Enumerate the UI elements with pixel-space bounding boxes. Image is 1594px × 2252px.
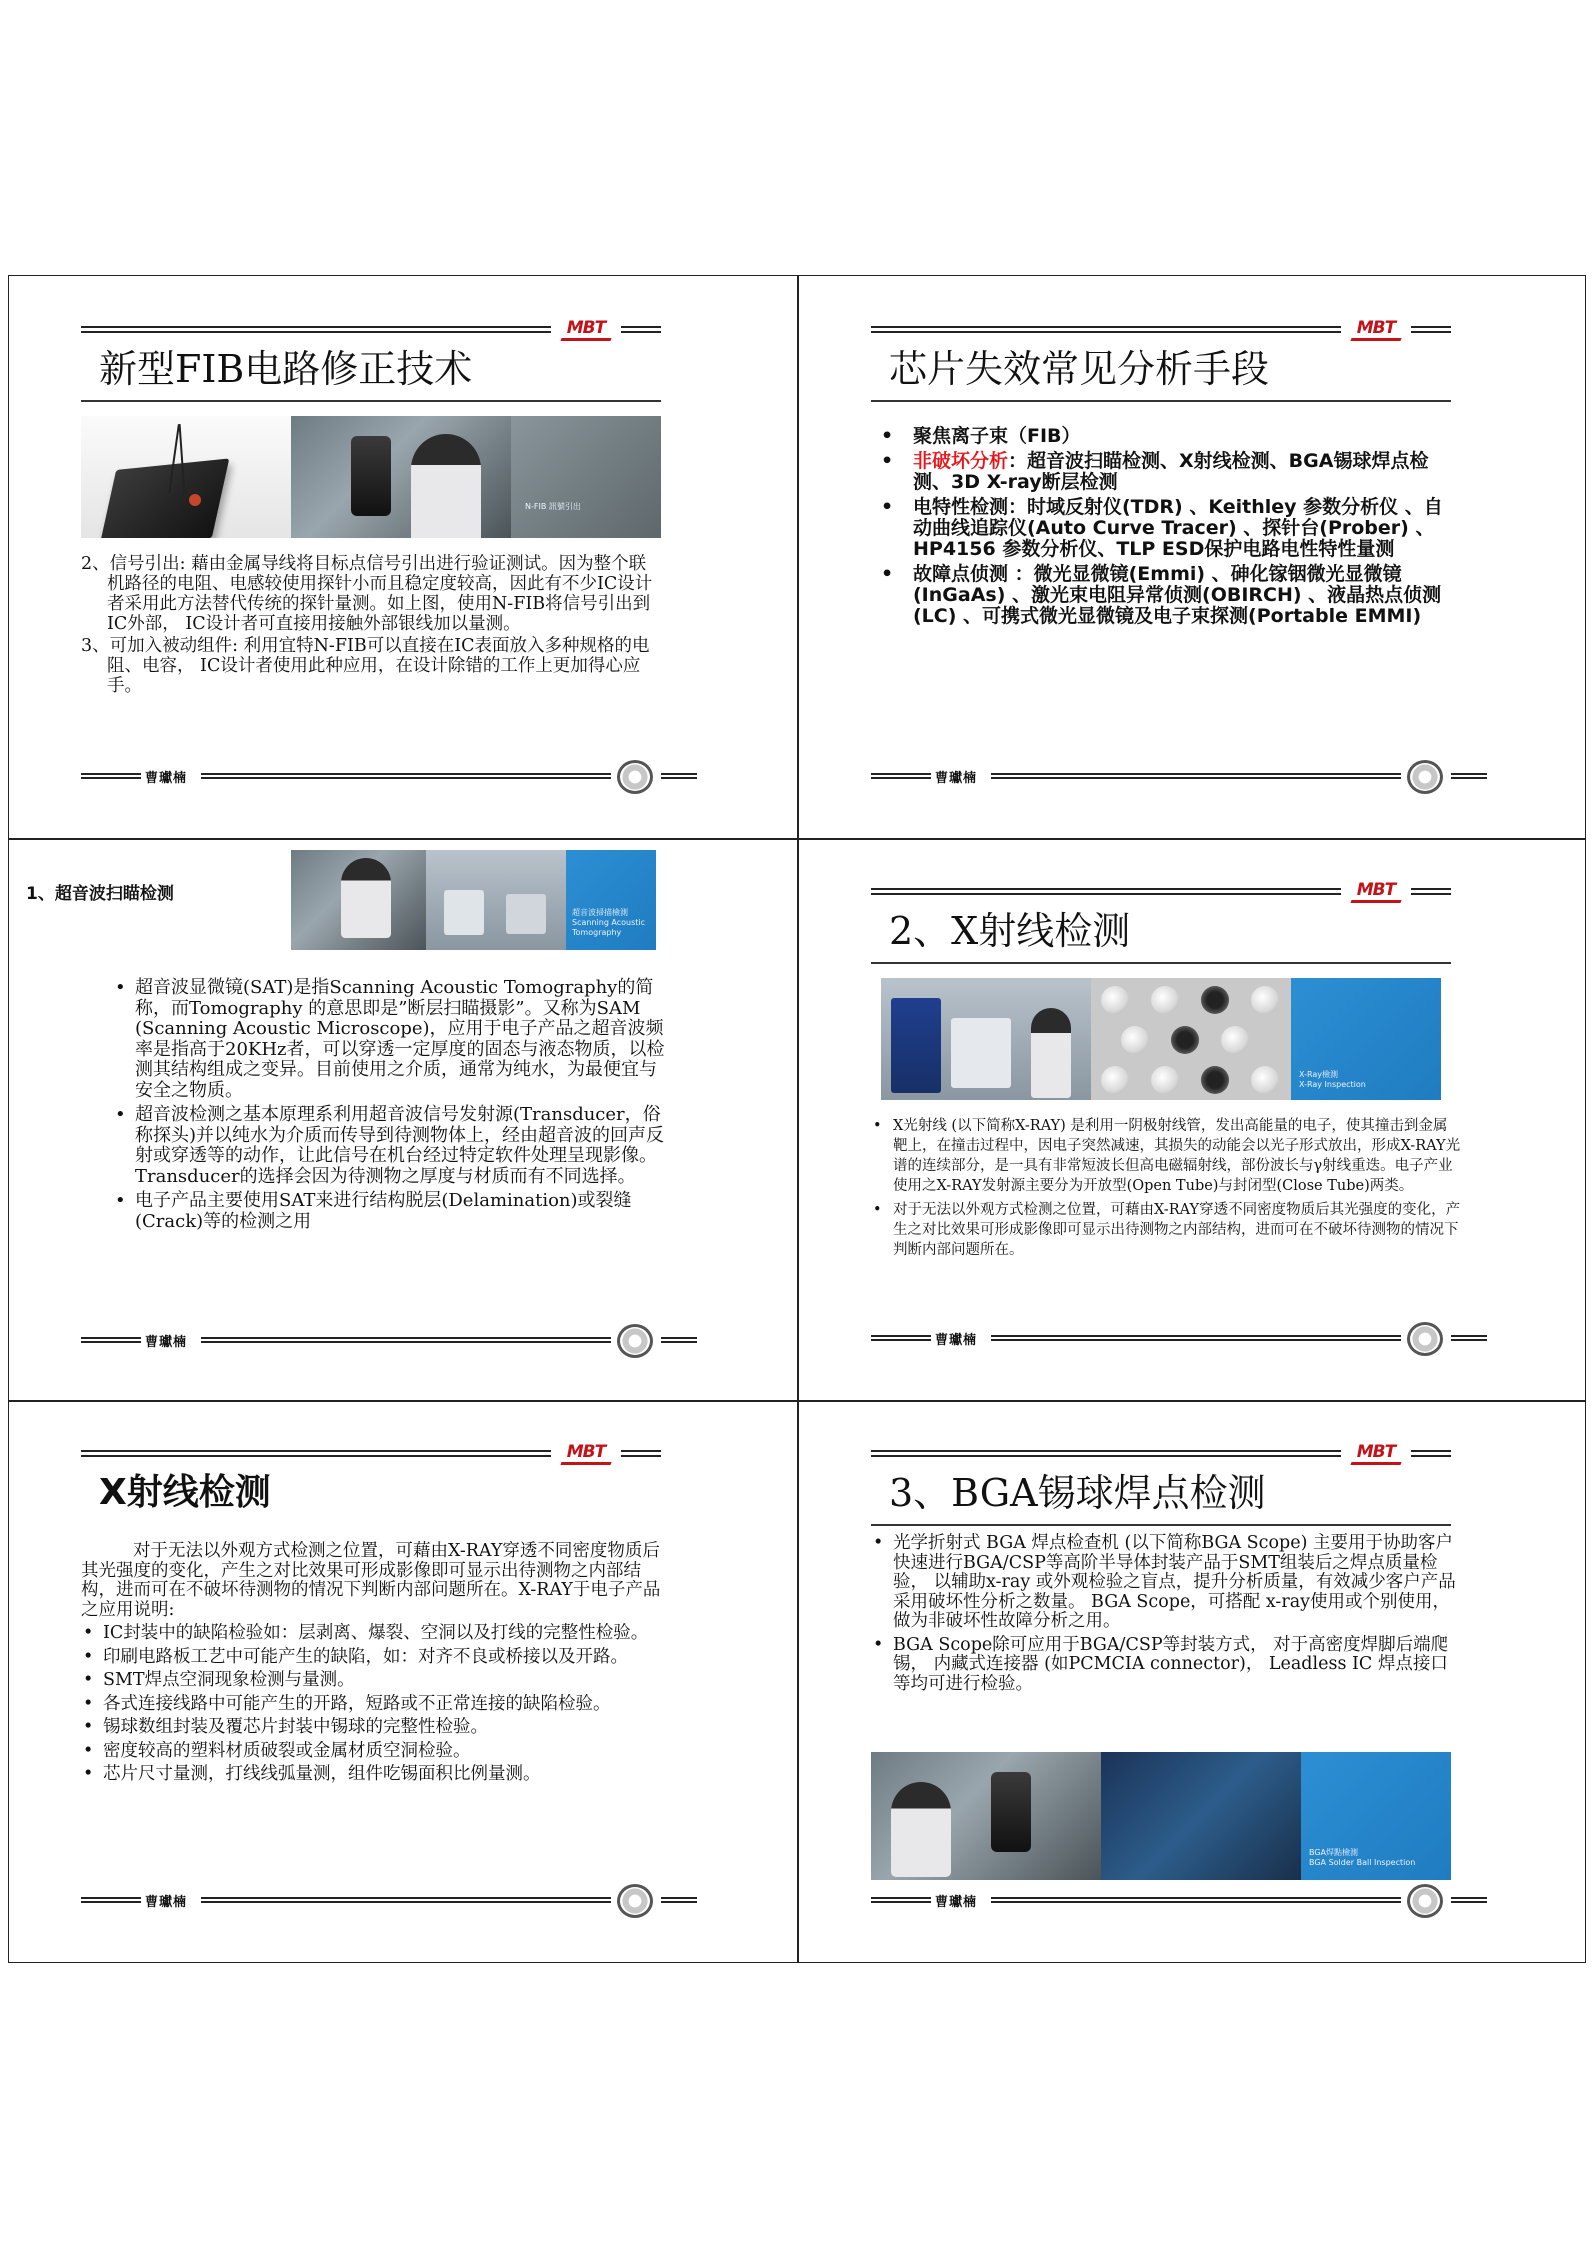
list-item: • 锡球数组封装及覆芯片封装中锡球的完整性检验。 bbox=[81, 1718, 661, 1738]
paragraph: 3、可加入被动组件: 利用宜特N-FIB可以直接在IC表面放入多种规格的电阻、电容， IC设计者使用此种应用，在设计除错的工作上更加得心应手。 bbox=[81, 636, 650, 696]
list-item: • 电特性检测：时域反射仪(TDR) 、Keithley 参数分析仪 、自动曲线追踪仪(Auto Curve Tracer) 、探针台(Prober) 、HP4156 参数分析仪、TLP ESD保护电路电性特性量测 bbox=[879, 497, 1456, 560]
list-item: • 对于无法以外观方式检测之位置，可藉由X-RAY穿透不同密度物质后其光强度的变化，产生之对比效果可形成影像即可显示出待测物之内部结构，进而可在不破坏待测物的情况下判断内部问题所在。 bbox=[871, 1200, 1461, 1260]
list-item: • 故障点侦测 ：微光显微镜(Emmi) 、砷化镓铟微光显微镜(InGaAs) 、激光束电阻异常侦测(OBIRCH) 、液晶热点侦测(LC) 、可携式微光显微镜及电子束探测(Portable EMMI) bbox=[879, 564, 1456, 627]
slide-body bbox=[81, 554, 656, 698]
list-item: • 密度较高的塑料材质破裂或金属材质空洞检验。 bbox=[81, 1742, 661, 1762]
slide-title: 2、X射线检测 bbox=[889, 909, 1131, 953]
list-item: • 光学折射式 BGA 焊点检查机 (以下简称BGA Scope) 主要用于协助客户快速进行BGA/CSP等高阶半导体封装产品于SMT组装后之焊点质量检验， 以辅助x-ray 或外观检验之盲点，提升分析质量，有效减少客户产品采用破坏性分析之数量。 BGA Scope，可搭配 x-ray使用或个别使用， 做为非破坏性故障分析之用。 bbox=[871, 1534, 1456, 1632]
intro-paragraph: 对于无法以外观方式检测之位置，可藉由X-RAY穿透不同密度物质后其光强度的变化，产生之对比效果可形成影像即可显示出待测物之内部结构，进而可在不破坏待测物的情况下判断内部问题所在。X-RAY于电子产品之应用说明: bbox=[81, 1541, 661, 1620]
list-item: • BGA Scope除可应用于BGA/CSP等封装方式， 对于高密度焊脚后端爬锡， 内藏式连接器 (如PCMCIA connector)， Leadless IC 焊点接口等均可进行检验。 bbox=[871, 1636, 1456, 1695]
slide-title: 3、BGA锡球焊点检测 bbox=[889, 1471, 1266, 1515]
author-name: 曹瓛楠 bbox=[935, 1895, 978, 1910]
xray-image bbox=[1091, 978, 1291, 1100]
author-name: 曹瓛楠 bbox=[935, 1333, 978, 1348]
slide-footer bbox=[871, 1322, 1451, 1358]
fib-photo: N-FIB 訊號引出 bbox=[511, 416, 661, 538]
seal-icon bbox=[1407, 1322, 1443, 1356]
chip-photo bbox=[81, 416, 291, 538]
caption-panel: 超音波掃描檢測 Scanning Acoustic Tomography bbox=[566, 850, 656, 950]
list-item: • 电子产品主要使用SAT来进行结构脱层(Delamination)或裂缝(Crack)等的检测之用 bbox=[113, 1191, 673, 1232]
list-item: • 印刷电路板工艺中可能产生的缺陷，如：对齐不良或桥接以及开路。 bbox=[81, 1648, 661, 1668]
slide-body bbox=[871, 1116, 1461, 1264]
slide-footer bbox=[81, 760, 661, 796]
seal-icon bbox=[617, 1324, 653, 1358]
slide-fib-circuit-edit bbox=[81, 276, 701, 816]
list-item: • 非破坏分析：超音波扫瞄检测、X射线检测、BGA锡球焊点检测、3D X-ray断层检测 bbox=[879, 451, 1456, 493]
pcb-photo bbox=[1101, 1752, 1301, 1880]
lab-photo bbox=[291, 850, 426, 950]
slide-title: 新型FIB电路修正技术 bbox=[99, 347, 473, 391]
seal-icon bbox=[617, 1884, 653, 1918]
slide-failure-analysis-methods bbox=[871, 276, 1491, 816]
company-logo: MBT bbox=[1349, 1440, 1403, 1466]
slide-body bbox=[871, 1534, 1456, 1698]
slide-body bbox=[81, 1542, 661, 1789]
author-name: 曹瓛楠 bbox=[145, 1335, 188, 1350]
company-logo: MBT bbox=[559, 1440, 613, 1466]
list-item: • 各式连接线路中可能产生的开路，短路或不正常连接的缺陷检验。 bbox=[81, 1695, 661, 1715]
company-logo: MBT bbox=[1349, 316, 1403, 342]
list-item: • 超音波检测之基本原理系利用超音波信号发射源(Transducer，俗称探头)并以纯水为介质而传导到待测物体上，经由超音波的回声反射或穿透等的动作，让此信号在机台经过特定软件处理呈现影像。Transducer的选择会因为待测物之厚度与材质而有不同选择。 bbox=[113, 1105, 673, 1187]
microscope-photo bbox=[291, 416, 511, 538]
column-divider bbox=[797, 276, 799, 1962]
slide-xray-applications bbox=[81, 1400, 701, 1940]
seal-icon bbox=[1407, 1884, 1443, 1918]
xray-machine-photo bbox=[881, 978, 1091, 1100]
slide-footer bbox=[81, 1324, 661, 1360]
slide-title: 芯片失效常见分析手段 bbox=[889, 347, 1270, 391]
author-name: 曹瓛楠 bbox=[935, 771, 978, 786]
slide-footer bbox=[81, 1884, 661, 1920]
lab-room-photo bbox=[426, 850, 566, 950]
author-name: 曹瓛楠 bbox=[145, 1895, 188, 1910]
list-item: • SMT焊点空洞现象检测与量测。 bbox=[81, 1671, 661, 1691]
handout-sheet bbox=[8, 275, 1586, 1963]
slide-ultrasonic-scan bbox=[26, 838, 701, 1378]
paragraph: 2、信号引出: 藉由金属导线将目标点信号引出进行验证测试。因为整个联机路径的电阻、电感较使用探针小而且稳定度较高，因此有不少IC设计者采用此方法替代传统的探针量测。如上图，使用N-FIB将信号引出到IC外部， IC设计者可直接用接触外部银线加以量测。 bbox=[81, 554, 653, 634]
list-item: • IC封装中的缺陷检验如：层剥离、爆裂、空洞以及打线的完整性检验。 bbox=[81, 1624, 661, 1644]
slide-title: 1、超音波扫瞄检测 bbox=[26, 884, 174, 904]
list-item: • 芯片尺寸量测，打线线弧量测，组件吃锡面积比例量测。 bbox=[81, 1765, 661, 1785]
slide-bga-inspection bbox=[871, 1400, 1491, 1940]
author-name: 曹瓛楠 bbox=[145, 771, 188, 786]
slide-body bbox=[113, 978, 673, 1236]
slide-footer bbox=[871, 1884, 1451, 1920]
seal-icon bbox=[617, 760, 653, 794]
company-logo: MBT bbox=[559, 316, 613, 342]
list-item: • 超音波显微镜(SAT)是指Scanning Acoustic Tomography的简称，而Tomography 的意思即是”断层扫瞄摄影”。又称为SAM (Scanning Acoustic Microscope)，应用于电子产品之超音波频率是指高于20KHz者，可以穿透一定厚度的固态与液态物质，以检测其结构组成之变异。目前使用之介质，通常为纯水，为最便宜与安全之物质。 bbox=[113, 978, 673, 1101]
slide-xray-inspection bbox=[871, 838, 1491, 1378]
slide-title: X射线检测 bbox=[99, 1472, 271, 1513]
list-item: • 聚焦离子束（FIB） bbox=[879, 426, 1456, 447]
slide-footer bbox=[871, 760, 1451, 796]
caption-panel: BGA焊點檢測 BGA Solder Ball Inspection bbox=[1301, 1752, 1451, 1880]
company-logo: MBT bbox=[1349, 878, 1403, 904]
list-item: • X光射线 (以下简称X-RAY) 是利用一阴极射线管，发出高能量的电子，使其撞击到金属靶上，在撞击过程中，因电子突然减速，其损失的动能会以光子形式放出，形成X-RAY光谱的连续部分，是一具有非常短波长但高电磁辐射线，部份波长与γ射线重迭。电子产业使用之X-RAY发射源主要分为开放型(Open Tube)与封闭型(Close Tube)两类。 bbox=[871, 1116, 1461, 1196]
caption-panel: X-Ray檢測 X-Ray Inspection bbox=[1291, 978, 1441, 1100]
bga-lab-photo bbox=[871, 1752, 1101, 1880]
seal-icon bbox=[1407, 760, 1443, 794]
slide-body bbox=[871, 426, 1456, 631]
